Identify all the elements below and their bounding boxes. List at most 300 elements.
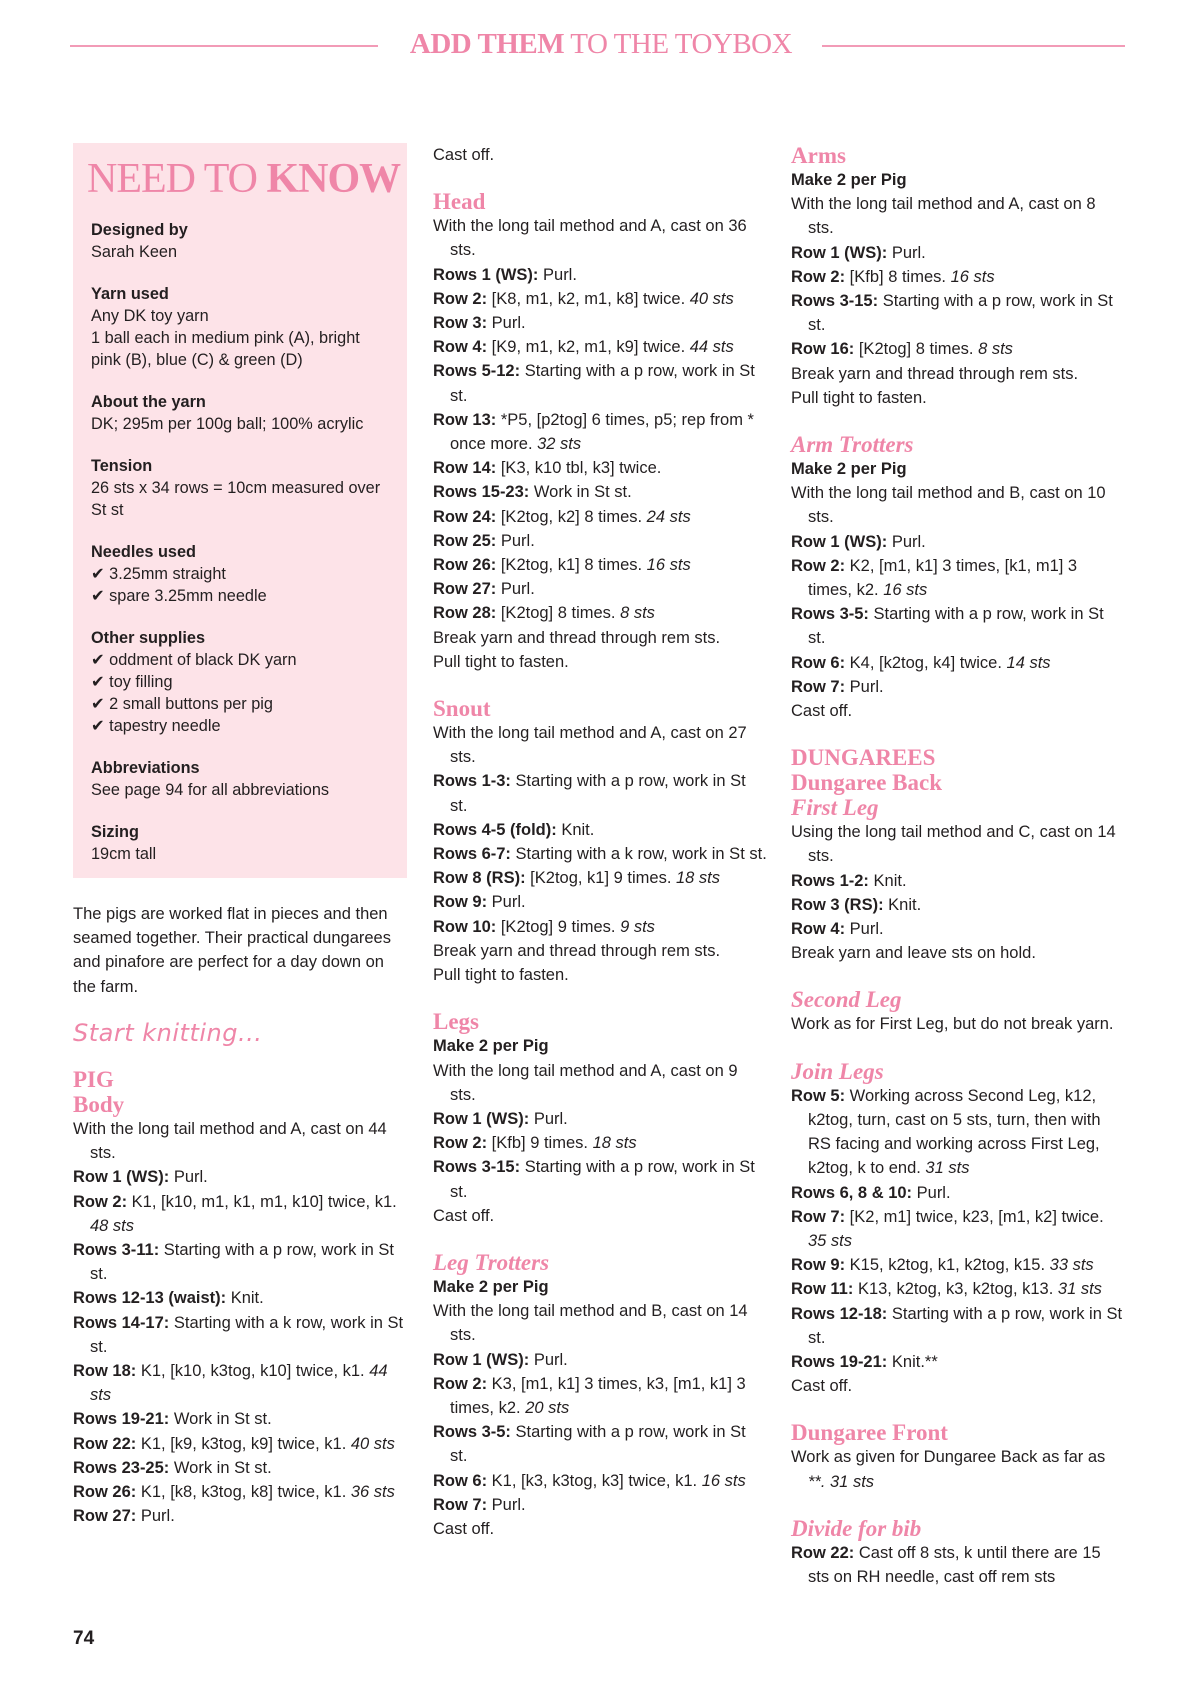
section-line: ✔ tapestry needle <box>91 717 221 735</box>
stitch-count: 16 sts <box>646 556 691 575</box>
instruction-text: Knit.** <box>887 1352 938 1371</box>
instruction-line <box>433 263 767 287</box>
instruction-line <box>433 915 767 939</box>
stitch-count: **. 31 sts <box>808 1472 875 1491</box>
instruction-text: [K2tog, k1] 9 times. <box>525 869 676 888</box>
instruction-line <box>791 241 1125 265</box>
row-label: Rows 4-5 (fold): <box>433 820 557 839</box>
instruction-text: K1, [k3, k3tog, k3] twice, k1. <box>487 1471 702 1490</box>
section-heading: DUNGAREES <box>791 745 936 771</box>
row-label: Rows 1-3: <box>433 772 511 791</box>
instruction-line <box>73 1165 407 1189</box>
instruction-text: Purl. <box>136 1507 175 1526</box>
header-title <box>400 28 802 61</box>
instruction-text: Purl. <box>887 243 926 262</box>
instruction-line <box>791 820 1125 868</box>
instruction-text: K15, k2tog, k1, k2tog, k15. <box>845 1256 1050 1275</box>
instruction-text: With the long tail method and A, cast on 36 sts. <box>433 217 747 260</box>
need-to-know-sections <box>91 219 389 865</box>
section-heading: Tension <box>91 457 153 475</box>
section-line: 19cm tall <box>91 845 157 863</box>
row-label: Rows 12-18: <box>791 1304 888 1323</box>
instruction-line <box>791 917 1125 941</box>
instruction-text: Break yarn and leave sts on hold. <box>791 944 1036 963</box>
stitch-count: 18 sts <box>676 869 721 888</box>
stitch-count: 35 sts <box>808 1231 853 1250</box>
instruction-text: Cast off. <box>433 1206 495 1225</box>
row-label: Make 2 per Pig <box>791 460 907 479</box>
instruction-text: Purl. <box>538 265 577 284</box>
row-label: Row 7: <box>791 677 846 696</box>
stitch-count: 14 sts <box>1006 653 1051 672</box>
instruction-line <box>73 1311 407 1359</box>
instruction-line <box>433 1493 767 1517</box>
row-label: Row 1 (WS): <box>791 243 888 262</box>
stitch-count: 36 sts <box>350 1483 395 1502</box>
row-label: Row 27: <box>73 1507 137 1526</box>
row-label: Row 2: <box>791 267 846 286</box>
instruction-text: Purl. <box>487 1495 526 1514</box>
section-heading: Leg Trotters <box>433 1249 550 1275</box>
header-rule-left <box>70 45 378 47</box>
column-1-instructions <box>73 1067 407 1528</box>
row-label: Make 2 per Pig <box>433 1277 549 1296</box>
stitch-count: 8 sts <box>978 340 1013 359</box>
instruction-text: Knit. <box>226 1289 264 1308</box>
instruction-line <box>433 1517 767 1541</box>
instruction-text: Knit. <box>556 820 595 839</box>
section-line: 26 sts x 34 rows = 10cm measured over St st <box>91 479 381 519</box>
row-label: Row 22: <box>791 1543 855 1562</box>
row-label: Row 4: <box>433 338 488 357</box>
instruction-text: Work in St st. <box>169 1458 272 1477</box>
row-label: Row 2: <box>433 289 488 308</box>
instruction-line <box>433 529 767 553</box>
instruction-text: Starting with a p row, work in St st. <box>450 362 755 405</box>
row-label: Make 2 per Pig <box>791 171 907 189</box>
instruction-line <box>433 890 767 914</box>
instruction-line <box>433 1420 767 1468</box>
row-label: Rows 6-7: <box>433 845 511 864</box>
section-heading: Dungaree Front <box>791 1420 948 1446</box>
instruction-line <box>791 1374 1125 1398</box>
instruction-line <box>73 1286 407 1310</box>
row-label: Rows 3-15: <box>433 1158 521 1177</box>
instruction-text: [K3, k10 tbl, k3] twice. <box>496 459 662 478</box>
instruction-line <box>73 1117 407 1165</box>
stitch-count: 16 sts <box>950 267 995 286</box>
need-to-know-section <box>91 283 389 371</box>
instruction-line <box>433 359 767 407</box>
instruction-text: Break yarn and thread through rem sts. <box>433 628 721 647</box>
header-title-bold: ADD THEM <box>409 28 565 60</box>
instruction-line <box>433 1034 767 1058</box>
instruction-text: Starting with a p row, work in St st. <box>450 1158 755 1201</box>
row-label: Row 1 (WS): <box>433 1109 530 1128</box>
instruction-line <box>433 553 767 577</box>
row-label: Rows 1 (WS): <box>433 265 539 284</box>
section-heading: Divide for bib <box>791 1515 922 1541</box>
instruction-line <box>433 721 767 769</box>
section-heading: Sizing <box>91 823 139 841</box>
instruction-line <box>791 362 1125 386</box>
stitch-count: 48 sts <box>90 1216 135 1235</box>
section-line: ✔ 3.25mm straight <box>91 565 226 583</box>
section-line: Any DK toy yarn <box>91 307 209 325</box>
instruction-text: K2, [m1, k1] 3 times, [k1, m1] 3 times, k2. <box>808 556 1078 600</box>
row-label: Row 6: <box>433 1471 488 1490</box>
instruction-text: Work as given for Dungaree Back as far as <box>791 1448 1106 1467</box>
instruction-text: With the long tail method and B, cast on 10 sts. <box>791 484 1106 527</box>
instruction-text: [K2tog] 9 times. <box>496 917 621 936</box>
instruction-line <box>791 1445 1125 1493</box>
section-line: ✔ spare 3.25mm needle <box>91 587 267 605</box>
instruction-text: K4, [k2tog, k4] twice. <box>845 653 1007 672</box>
start-knitting-heading: Start knitting... <box>73 1018 263 1047</box>
instruction-line <box>73 1407 407 1431</box>
section-heading: Arms <box>791 143 846 168</box>
instruction-text: Cast off. <box>433 1519 495 1538</box>
instruction-text: Starting with a k row, work in St st. <box>90 1313 404 1356</box>
instruction-text: Work in St st. <box>169 1410 272 1429</box>
instruction-line <box>433 408 767 456</box>
instruction-line <box>791 1302 1125 1350</box>
row-label: Row 26: <box>433 556 497 575</box>
instruction-line <box>791 941 1125 965</box>
section-heading: Body <box>73 1092 125 1118</box>
row-label: Row 9: <box>433 893 488 912</box>
instruction-text: Pull tight to fasten. <box>433 966 569 985</box>
section-heading: About the yarn <box>91 393 206 411</box>
instruction-text: Purl. <box>496 580 535 599</box>
instruction-text: Cast off. <box>433 146 495 164</box>
instruction-text: With the long tail method and A, cast on 27 sts. <box>433 724 747 767</box>
page-header <box>70 28 1125 68</box>
instruction-line <box>791 651 1125 675</box>
row-label: Row 27: <box>433 580 497 599</box>
row-label: Row 8 (RS): <box>433 869 526 888</box>
need-to-know-title-a: NEED TO <box>87 156 267 202</box>
row-label: Row 2: <box>791 556 846 575</box>
instruction-text: Purl. <box>496 531 535 550</box>
instruction-line <box>791 337 1125 361</box>
stitch-count: 9 sts <box>620 917 655 936</box>
column-3-instructions <box>791 143 1125 1589</box>
intro-text: The pigs are worked flat in pieces and then seamed together. Their practical dungarees and pinafore are perfect for a day down on the farm. <box>73 905 391 996</box>
stitch-count: 44 sts <box>689 338 734 357</box>
stitch-count: 44 sts <box>90 1362 388 1405</box>
instruction-line <box>73 1359 407 1407</box>
instruction-line <box>791 1350 1125 1374</box>
instruction-text: With the long tail method and A, cast on 9 sts. <box>433 1061 738 1104</box>
instruction-line <box>791 530 1125 554</box>
instruction-text: *P5, [p2tog] 6 times, p5; rep from * once more. <box>450 410 754 454</box>
instruction-line <box>791 386 1125 410</box>
instruction-line <box>791 554 1125 602</box>
instruction-line <box>73 1238 407 1286</box>
row-label: Row 24: <box>433 507 497 526</box>
stitch-count: 40 sts <box>350 1434 395 1453</box>
row-label: Row 3: <box>433 314 488 333</box>
stitch-count: 8 sts <box>620 604 655 623</box>
stitch-count: 18 sts <box>592 1134 637 1153</box>
section-heading: Yarn used <box>91 285 169 303</box>
row-label: Rows 3-15: <box>791 292 879 311</box>
row-label: Row 25: <box>433 531 497 550</box>
instruction-line <box>73 1190 407 1238</box>
instruction-line <box>433 287 767 311</box>
section-heading: Dungaree Back <box>791 770 942 796</box>
section-line: ✔ toy filling <box>91 673 173 691</box>
need-to-know-section <box>91 821 389 865</box>
stitch-count: 33 sts <box>1049 1256 1094 1275</box>
instruction-line <box>433 939 767 963</box>
instruction-line <box>791 1084 1125 1181</box>
section-line: DK; 295m per 100g ball; 100% acrylic <box>91 415 364 433</box>
instruction-line <box>791 699 1125 723</box>
row-label: Row 6: <box>791 653 846 672</box>
section-heading: Second Leg <box>791 987 902 1013</box>
row-label: Row 2: <box>73 1192 128 1211</box>
instruction-text: K1, [k8, k3tog, k8] twice, k1. <box>136 1483 351 1502</box>
instruction-line <box>791 1012 1125 1036</box>
instruction-text: Working across Second Leg, k12, k2tog, turn, cast on 5 sts, turn, then with RS facing and working across First Leg, k2tog, k to end. <box>808 1086 1101 1178</box>
row-label: Make 2 per Pig <box>433 1037 549 1056</box>
instruction-text: Purl. <box>169 1168 208 1187</box>
need-to-know-section <box>91 455 389 521</box>
section-line: ✔ 2 small buttons per pig <box>91 695 273 713</box>
row-label: Row 4: <box>791 920 846 939</box>
row-label: Rows 3-5: <box>433 1423 511 1442</box>
instruction-line <box>791 675 1125 699</box>
row-label: Rows 12-13 (waist): <box>73 1289 227 1308</box>
stitch-count: 40 sts <box>689 289 734 308</box>
instruction-line <box>791 893 1125 917</box>
section-heading: Join Legs <box>791 1058 884 1084</box>
instruction-line <box>791 602 1125 650</box>
instruction-text: Cast off 8 sts, k until there are 15 sts on RH needle, cast off rem sts <box>808 1543 1101 1586</box>
row-label: Row 9: <box>791 1256 846 1275</box>
instruction-text: Starting with a p row, work in St st. <box>450 1423 746 1466</box>
section-line: ✔ oddment of black DK yarn <box>91 651 297 669</box>
column-1 <box>73 143 407 1528</box>
row-label: Rows 6, 8 & 10: <box>791 1183 913 1202</box>
header-title-rest: TO THE TOYBOX <box>564 28 793 60</box>
instruction-line <box>433 577 767 601</box>
need-to-know-section <box>91 757 389 801</box>
instruction-line <box>73 1456 407 1480</box>
row-label: Row 1 (WS): <box>791 532 888 551</box>
instruction-line <box>791 1181 1125 1205</box>
instruction-line <box>791 168 1125 192</box>
stitch-count: 31 sts <box>925 1159 970 1178</box>
instruction-line <box>433 311 767 335</box>
section-heading: Legs <box>433 1009 479 1035</box>
row-label: Row 13: <box>433 410 497 429</box>
instruction-line <box>791 481 1125 529</box>
instruction-text: With the long tail method and B, cast on 14 sts. <box>433 1302 748 1345</box>
need-to-know-title-b: KNOW <box>266 156 401 202</box>
instruction-line <box>433 1204 767 1228</box>
instruction-text: K1, [k10, k3tog, k10] twice, k1. <box>136 1362 370 1381</box>
instruction-text: [K9, m1, k2, m1, k9] twice. <box>487 338 690 357</box>
instruction-text: Purl. <box>529 1109 568 1128</box>
row-label: Rows 1-2: <box>791 871 869 890</box>
instruction-text: Cast off. <box>791 1377 853 1396</box>
instruction-line <box>433 143 767 167</box>
row-label: Row 1 (WS): <box>433 1350 530 1369</box>
section-heading: Arm Trotters <box>791 432 914 458</box>
row-label: Rows 19-21: <box>73 1410 170 1429</box>
need-to-know-section <box>91 627 389 737</box>
instruction-line <box>433 214 767 262</box>
instruction-line <box>433 818 767 842</box>
instruction-text: Starting with a p row, work in St st. <box>808 292 1113 335</box>
instruction-text: Pull tight to fasten. <box>791 388 927 407</box>
instruction-line <box>791 1277 1125 1301</box>
instruction-text: [K8, m1, k2, m1, k8] twice. <box>487 289 690 308</box>
row-label: Row 3 (RS): <box>791 895 884 914</box>
instruction-text: Pull tight to fasten. <box>433 652 569 671</box>
stitch-count: 20 sts <box>525 1398 570 1417</box>
instruction-text: Knit. <box>868 871 907 890</box>
stitch-count: 24 sts <box>646 507 691 526</box>
row-label: Row 28: <box>433 604 497 623</box>
instruction-line <box>433 335 767 359</box>
instruction-text: Work in St st. <box>529 483 632 502</box>
section-line: 1 ball each in medium pink (A), bright pink (B), blue (C) & green (D) <box>91 329 360 369</box>
column-2 <box>433 143 767 1541</box>
row-label: Row 16: <box>791 340 855 359</box>
instruction-text: K13, k2tog, k3, k2tog, k13. <box>853 1280 1058 1299</box>
instruction-line <box>791 1253 1125 1277</box>
section-heading: PIG <box>73 1067 114 1093</box>
need-to-know-title <box>87 156 401 202</box>
instruction-text: Break yarn and thread through rem sts. <box>433 941 721 960</box>
instruction-text: Work as for First Leg, but do not break yarn. <box>791 1015 1114 1034</box>
row-label: Row 10: <box>433 917 497 936</box>
instruction-line <box>791 457 1125 481</box>
instruction-line <box>433 1299 767 1347</box>
instruction-text: [K2tog, k1] 8 times. <box>496 556 647 575</box>
section-line: See page 94 for all abbreviations <box>91 781 330 799</box>
instruction-line <box>791 192 1125 240</box>
instruction-text: Using the long tail method and C, cast on 14 sts. <box>791 823 1116 866</box>
instruction-line <box>433 1275 767 1299</box>
instruction-line <box>433 769 767 817</box>
instruction-text: Knit. <box>883 895 922 914</box>
need-to-know-section <box>91 391 389 435</box>
instruction-line <box>791 265 1125 289</box>
row-label: Row 7: <box>791 1207 846 1226</box>
stitch-count: 31 sts <box>1057 1280 1102 1299</box>
instruction-line <box>433 1059 767 1107</box>
row-label: Row 26: <box>73 1483 137 1502</box>
instruction-line <box>433 1155 767 1203</box>
instruction-text: Purl. <box>487 314 526 333</box>
instruction-line <box>433 1348 767 1372</box>
instruction-line <box>433 842 767 866</box>
instruction-text: Starting with a p row, work in St st. <box>450 772 746 815</box>
instruction-text: Purl. <box>912 1183 951 1202</box>
instruction-line <box>433 505 767 529</box>
row-label: Row 14: <box>433 459 497 478</box>
section-heading: Other supplies <box>91 629 205 647</box>
stitch-count: 32 sts <box>537 435 582 454</box>
instruction-line <box>433 1372 767 1420</box>
instruction-text: Starting with a p row, work in St st. <box>808 605 1104 648</box>
section-heading: Head <box>433 189 486 215</box>
instruction-line <box>73 1504 407 1528</box>
row-label: Row 7: <box>433 1495 488 1514</box>
row-label: Rows 15-23: <box>433 483 530 502</box>
stitch-count: 16 sts <box>883 581 928 600</box>
instruction-line <box>433 1131 767 1155</box>
instruction-text: [K2tog, k2] 8 times. <box>496 507 647 526</box>
row-label: Row 1 (WS): <box>73 1168 170 1187</box>
instruction-text: Purl. <box>887 532 926 551</box>
instruction-line <box>433 601 767 625</box>
instruction-line <box>433 1107 767 1131</box>
instruction-line <box>433 650 767 674</box>
column-2-instructions <box>433 143 767 1541</box>
section-heading: Snout <box>433 696 491 722</box>
section-line: Sarah Keen <box>91 243 177 261</box>
section-heading: First Leg <box>791 795 879 821</box>
instruction-text: K1, [k9, k3tog, k9] twice, k1. <box>136 1434 351 1453</box>
instruction-text: With the long tail method and A, cast on 8 sts. <box>791 195 1096 238</box>
need-to-know-panel <box>73 143 407 878</box>
instruction-line <box>791 289 1125 337</box>
instruction-text: [Kfb] 9 times. <box>487 1134 593 1153</box>
instruction-text: Cast off. <box>791 702 853 721</box>
instruction-line <box>433 1469 767 1493</box>
instruction-text: [K2tog] 8 times. <box>496 604 621 623</box>
instruction-text: With the long tail method and A, cast on 44 sts. <box>73 1120 387 1163</box>
column-3 <box>791 143 1125 1589</box>
instruction-line <box>433 480 767 504</box>
section-heading: Abbreviations <box>91 759 200 777</box>
row-label: Row 2: <box>433 1134 488 1153</box>
instruction-line <box>73 1432 407 1456</box>
section-heading: Designed by <box>91 221 188 239</box>
instruction-text: Purl. <box>845 677 884 696</box>
instruction-text: [Kfb] 8 times. <box>845 267 951 286</box>
row-label: Rows 3-11: <box>73 1241 160 1260</box>
instruction-text: Starting with a k row, work in St st. <box>510 845 767 864</box>
instruction-text: Break yarn and thread through rem sts. <box>791 364 1079 383</box>
instruction-text: K3, [m1, k1] 3 times, k3, [m1, k1] 3 times, k2. <box>450 1374 746 1417</box>
row-label: Row 22: <box>73 1434 137 1453</box>
instruction-line <box>433 866 767 890</box>
instruction-line <box>73 1480 407 1504</box>
instruction-text: Purl. <box>487 893 526 912</box>
row-label: Rows 23-25: <box>73 1458 170 1477</box>
instruction-line <box>791 869 1125 893</box>
row-label: Rows 3-5: <box>791 605 869 624</box>
need-to-know-section <box>91 219 389 263</box>
row-label: Rows 19-21: <box>791 1352 888 1371</box>
section-heading: Needles used <box>91 543 196 561</box>
row-label: Rows 14-17: <box>73 1313 170 1332</box>
row-label: Row 5: <box>791 1086 846 1105</box>
need-to-know-section <box>91 541 389 607</box>
instruction-text: Purl. <box>845 920 884 939</box>
row-label: Row 18: <box>73 1362 137 1381</box>
instruction-text: Purl. <box>529 1350 568 1369</box>
row-label: Row 11: <box>791 1280 854 1299</box>
instruction-text: K1, [k10, m1, k1, m1, k10] twice, k1. <box>127 1192 397 1211</box>
